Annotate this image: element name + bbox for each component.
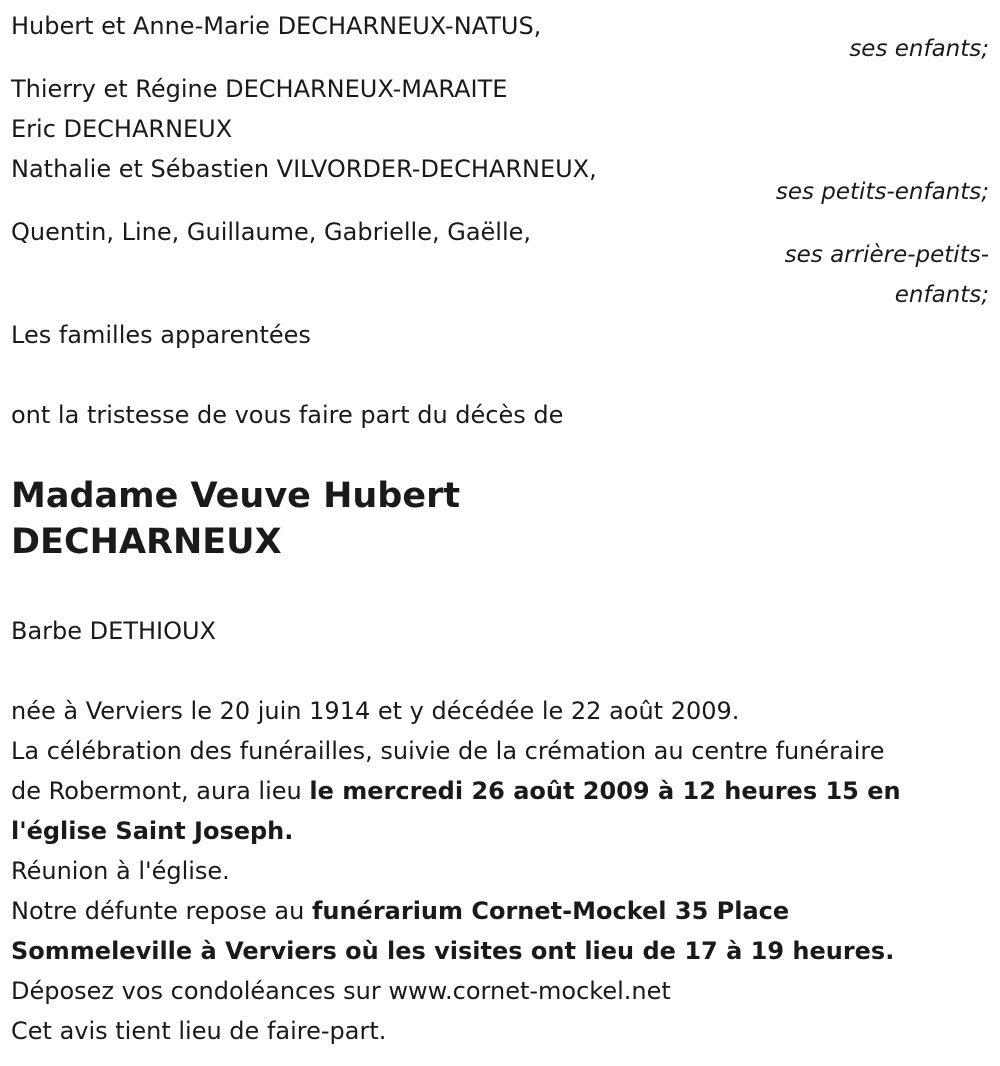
ceremony-line-2	[11, 776, 901, 806]
rest-plain: Notre défunte repose au	[11, 897, 312, 925]
deceased-name-line-1: Madame Veuve Hubert	[11, 476, 461, 516]
deceased-name-line-2: DECHARNEUX	[11, 522, 282, 562]
notice-line: Cet avis tient lieu de faire-part.	[11, 1017, 387, 1045]
announcement-text: ont la tristesse de vous faire part du décès de	[11, 401, 564, 429]
grandchild-line-2: Eric DECHARNEUX	[11, 115, 233, 143]
children-names: Hubert et Anne-Marie DECHARNEUX-NATUS,	[11, 12, 542, 40]
great-grandchildren-names: Quentin, Line, Guillaume, Gabrielle, Gaëlle,	[11, 218, 532, 246]
birth-death-line: née à Verviers le 20 juin 1914 et y décédée le 22 août 2009.	[11, 697, 740, 725]
rest-line-2	[11, 936, 894, 966]
ceremony-line-1: La célébration des funérailles, suivie de la crémation au centre funéraire	[11, 737, 885, 765]
condolences-line: Déposez vos condoléances sur www.cornet-mockel.net	[11, 977, 671, 1005]
church-name-bold: l'église Saint Joseph.	[11, 817, 294, 845]
meeting-line: Réunion à l'église.	[11, 857, 230, 885]
ceremony-plain: de Robermont, aura lieu	[11, 777, 310, 805]
rest-line-1	[11, 896, 789, 926]
maiden-name: Barbe DETHIOUX	[11, 617, 216, 645]
related-families: Les familles apparentées	[11, 321, 311, 349]
funeral-home-bold: funérarium Cornet-Mockel 35 Place	[311, 897, 790, 925]
ceremony-line-3	[11, 816, 293, 846]
grandchild-line-3: Nathalie et Sébastien VILVORDER-DECHARNEUX,	[11, 155, 597, 183]
children-label: ses enfants;	[849, 36, 989, 62]
visiting-hours-bold: Sommeleville à Verviers où les visites ont lieu de 17 à 19 heures.	[11, 937, 895, 965]
ceremony-date-bold: le mercredi 26 août 2009 à 12 heures 15 en	[309, 777, 901, 805]
grandchildren-label: ses petits-enfants;	[775, 179, 989, 205]
great-grandchildren-label-2: enfants;	[894, 282, 989, 308]
great-grandchildren-label-1: ses arrière-petits-	[784, 242, 989, 268]
grandchild-line-1: Thierry et Régine DECHARNEUX-MARAITE	[11, 75, 508, 103]
